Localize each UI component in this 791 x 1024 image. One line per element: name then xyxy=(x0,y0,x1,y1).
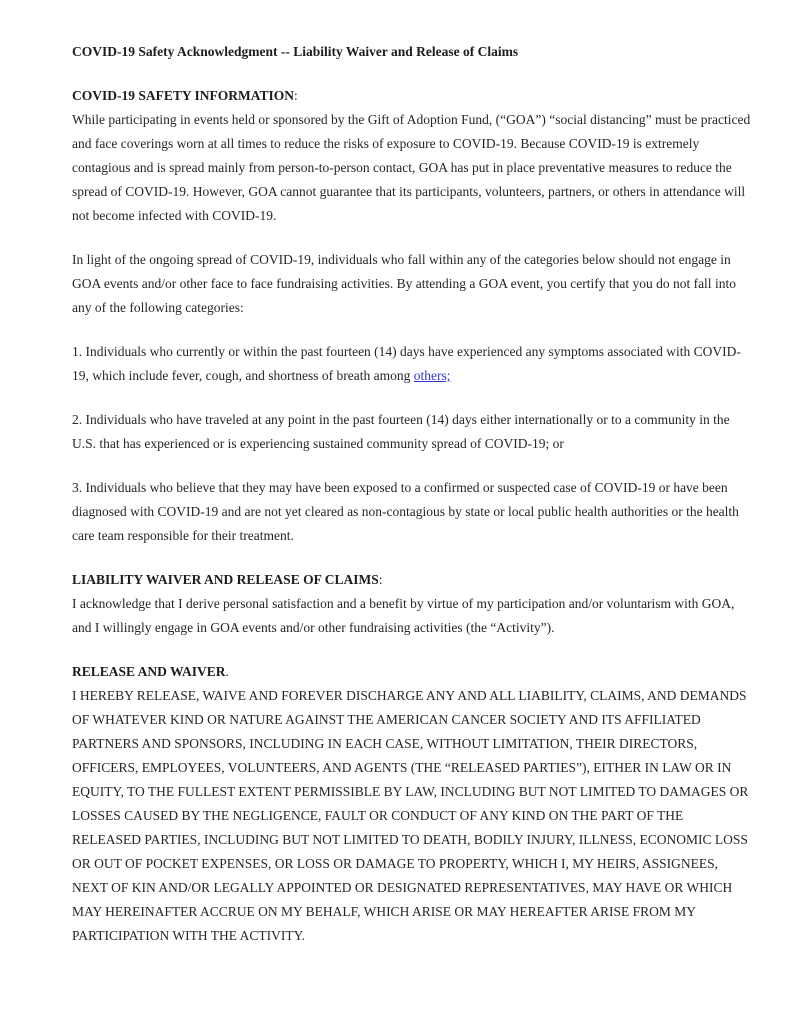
document-title: COVID-19 Safety Acknowledgment -- Liability Waiver and Release of Claims xyxy=(72,44,519,59)
paragraph-categories-intro: In light of the ongoing spread of COVID-19, individuals who fall within any of the categories below should not engage in GOA events and/or other face to face fundraising activities. By attending a GOA event, you certify that you do not fall into any of the following categories: xyxy=(72,252,736,315)
release-waiver-heading xyxy=(72,660,751,684)
liability-waiver-heading-colon: : xyxy=(378,572,383,587)
paragraph-safety-overview: While participating in events held or sponsored by the Gift of Adoption Fund, (“GOA”) “social distancing” must be practiced and face coverings worn at all times to reduce the risks of exposure to COVID-19. Because COVID-19 is extremely contagious and is spread mainly from person-to-person contact, GOA has put in place preventative measures to reduce the spread of COVID-19. However, GOA cannot guarantee that its participants, volunteers, partners, or others in attendance will not become infected with COVID-19. xyxy=(72,112,751,223)
release-waiver-heading-text: RELEASE AND WAIVER xyxy=(72,664,226,679)
release-waiver-heading-period: . xyxy=(225,664,229,679)
section-liability-waiver xyxy=(72,568,751,640)
others-link[interactable]: others; xyxy=(413,368,451,383)
paragraph-acknowledgment: I acknowledge that I derive personal satisfaction and a benefit by virtue of my participation and/or voluntarism with GOA, and I willingly engage in GOA events and/or other fundraising activities (the “Activity”). xyxy=(72,596,735,635)
section-release-and-waiver xyxy=(72,660,751,948)
safety-information-heading-colon: : xyxy=(294,88,298,103)
list-item-travel: 2. Individuals who have traveled at any point in the past fourteen (14) days either internationally or to a community in the U.S. that has experienced or is experiencing sustained community spread of COVID-19; or xyxy=(72,412,730,451)
section-safety-information xyxy=(72,84,751,548)
safety-information-heading xyxy=(72,84,751,108)
list-item-symptoms xyxy=(72,340,751,388)
liability-waiver-heading-text: LIABILITY WAIVER AND RELEASE OF CLAIMS xyxy=(72,572,379,587)
safety-information-heading-text: COVID-19 SAFETY INFORMATION xyxy=(72,88,295,103)
list-item-symptoms-text: 1. Individuals who currently or within the past fourteen (14) days have experienced any symptoms associated with COVID-19, which include fever, cough, and shortness of breath among xyxy=(72,344,741,383)
list-item-exposure: 3. Individuals who believe that they may have been exposed to a confirmed or suspected case of COVID-19 or have been diagnosed with COVID-19 and are not yet cleared as non-contagious by state or local public health authorities or the health care team responsible for their treatment. xyxy=(72,480,739,543)
liability-waiver-heading xyxy=(72,568,751,592)
waiver-document xyxy=(72,40,751,948)
paragraph-release-terms: I HEREBY RELEASE, WAIVE AND FOREVER DISCHARGE ANY AND ALL LIABILITY, CLAIMS, AND DEMANDS OF WHATEVER KIND OR NATURE AGAINST THE AMERICAN CANCER SOCIETY AND ITS AFFILIATED PARTNERS AND SPONSORS, INCLUDING IN EACH CASE, WITHOUT LIMITATION, THEIR DIRECTORS, OFFICERS, EMPLOYEES, VOLUNTEERS, AND AGENTS (THE “RELEASED PARTIES”), EITHER IN LAW OR IN EQUITY, TO THE FULLEST EXTENT PERMISSIBLE BY LAW, INCLUDING BUT NOT LIMITED TO DAMAGES OR LOSSES CAUSED BY THE NEGLIGENCE, FAULT OR CONDUCT OF ANY KIND ON THE PART OF THE RELEASED PARTIES, INCLUDING BUT NOT LIMITED TO DEATH, BODILY INJURY, ILLNESS, ECONOMIC LOSS OR OUT OF POCKET EXPENSES, OR LOSS OR DAMAGE TO PROPERTY, WHICH I, MY HEIRS, ASSIGNEES, NEXT OF KIN AND/OR LEGALLY APPOINTED OR DESIGNATED REPRESENTATIVES, MAY HAVE OR WHICH MAY HEREINAFTER ACCRUE ON MY BEHALF, WHICH ARISE OR MAY HEREAFTER ARISE FROM MY PARTICIPATION WITH THE ACTIVITY. xyxy=(72,688,749,943)
